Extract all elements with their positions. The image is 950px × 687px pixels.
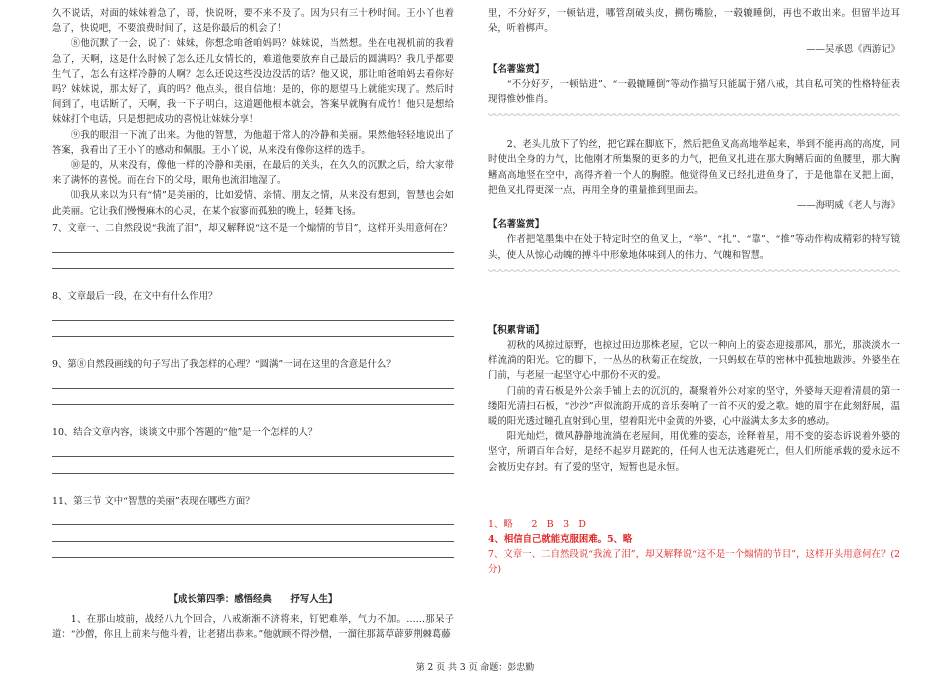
answer-key-1: 1、略 2 B 3 D — [488, 518, 586, 530]
paragraph-9: ⑨我的眼泪一下流了出来。为他的智慧，为他超于常人的冷静和美丽。果然他轻轻地说出了答案，我看出了王小丫的感动和佩服。王小丫说，从来没有像你这样的选手。 — [52, 129, 454, 156]
question-9: 9、第⑧自然段画线的句子写出了我怎样的心理？“圆满”一词在这里的含意是什么？ — [52, 359, 396, 371]
excerpt-old-man-sea: 2、老头儿放下了钓丝，把它踩在脚底下，然后把鱼叉高高地举起来，举到不能再高的高度，同时使出全身的力气，比他刚才所集聚的更多的力气，把鱼叉扎进在那大胸鳍后面的鱼腰里，那大胸鳍高高地竖在空中，高得齐着一个人的胸膛。他觉得鱼叉已经扎进鱼身了，于是他靠在叉把上面，把鱼叉扎得更深一点，再用全身的重量推到里面去。 — [488, 139, 900, 196]
source-old-man-sea: ——海明威《老人与海》 — [796, 200, 900, 212]
answer-line[interactable] — [52, 542, 454, 559]
answer-key-2: 4、相信自己就能克服困难。5、略 — [488, 534, 633, 546]
question-8: 8、文章最后一段，在文中有什么作用？ — [52, 291, 218, 303]
answer-line[interactable] — [52, 321, 454, 338]
answer-line[interactable] — [52, 509, 454, 526]
answer-line[interactable] — [52, 253, 454, 270]
appreciation-2: 作者把笔墨集中在处于特定时空的鱼叉上，“举”、“扎”、“靠”、“推”等动作构成精彩的特写镜头，使人从惊心动魄的搏斗中形象地体味到人的伟力、气魄和智慧。 — [488, 234, 900, 261]
recite-paragraph: 门前的青石板是外公亲手铺上去的沉沉的，凝聚着外公对家的坚守，外婆每天迎着清晨的第一缕阳光清扫石板，“沙沙”声似流韵开成的音乐奏响了一首不灭的爱之歌。她的眉宇在此刻舒展，温暖的阳光透过瞳孔直射到心里，望着阳光中金黄的外婆，心中溢满太多太多的感动。 — [488, 385, 900, 428]
excerpt-xiyouji-cont: 里，不分好歹，一顿钻进，哪管刮破头皮，搠伤嘴脸，一毂辘睡倒，再也不敢出来。但留半边耳朵，听着梆声。 — [488, 8, 900, 35]
answer-line[interactable] — [52, 441, 454, 458]
wavy-divider — [488, 269, 900, 275]
answer-line[interactable] — [52, 372, 454, 389]
appreciation-title: 【名著鉴赏】 — [488, 63, 545, 75]
right-column — [488, 6, 900, 578]
paragraph-10: ⑩是的，从来没有，像他一样的冷静和美丽，在最后的关头，在久久的沉默之后，给大家带来了满怀的喜悦。而在台下的父母，眼角也流泪地湿了。 — [52, 160, 454, 187]
question-10: 10、结合文章内容，谈谈文中那个答题的“他”是一个怎样的人？ — [52, 427, 318, 439]
source-xiyouji: ——吴承恩《西游记》 — [806, 44, 900, 56]
left-column — [52, 6, 454, 642]
paragraph-11: ⑾我从来以为只有“情”是美丽的，比如爱情、亲情、朋友之情，从来没有想到，智慧也会如此美丽。它让我们慢慢麻木的心灵，在某个寂寥而孤独的晚上，轻舞飞扬。 — [52, 190, 454, 217]
answer-line[interactable] — [52, 236, 454, 253]
question-7: 7、文章一、二自然段说“我流了泪”，却又解释说“这不是一个煽情的节目”，这样开头用意何在？ — [52, 222, 453, 234]
recite-paragraph: 阳光灿烂，微风静静地流淌在老屋间，用优雅的姿态，诠释着星，用不变的姿态诉说着外婆的坚守，所谓百年合好，是经不起岁月蹉跎的，任何人也无法逃避死亡，但人们所能承载的爱永远不会被历史存封。有了爱的坚守，短暂也是永恒。 — [488, 431, 900, 473]
appreciation-title-2: 【名著鉴赏】 — [488, 219, 545, 231]
section-title: 【成长第四季：感悟经典 抒写人生】 — [168, 594, 338, 606]
paragraph-8: ⑧他沉默了一会，说了：妹妹，你想念咱爸咱妈吗？妹妹说，当然想。坐在电视机前的我着急了，天啊，这是什么时候了怎么还儿女情长的，难道他要放弃自己最后的圆满吗？我几乎都要生气了，怎么有这样冷静的人啊？怎么还说这些没边没活的话？他又说，那让咱爸咱妈去看你好吗？妹妹说，那太好了，真的吗？他点头，很自信地：是的，你的愿望马上就能实现了。然后时间到了，电话断了，天啊，我一下子明白，这道题他根本就会，答案早就胸有成竹！他只是想给妹妹打个电话，只是想把成功的喜悦让妹妹分享！ — [52, 38, 454, 126]
wavy-divider — [488, 113, 900, 119]
question-11: 11、第三节 文中“智慧的美丽”表现在哪些方面？ — [52, 495, 255, 507]
excerpt-xiyouji: 1、在那山坡前，战经八九个回合，八戒渐渐不济将来，钉钯难举，气力不加。……那呆子道：“沙僧，你且上前来与他斗着，让老猪出恭来。”他就顾不得沙僧，一溜往那蒿草薜萝荆棘葛藤 — [52, 613, 454, 640]
page-footer: 第 2 页 共 3 页 命题：彭忠勤 — [415, 663, 535, 673]
answer-line[interactable] — [52, 525, 454, 542]
recite-title: 【积累背诵】 — [488, 324, 545, 336]
answer-line[interactable] — [52, 389, 454, 406]
answer-line[interactable] — [52, 304, 454, 321]
answer-line[interactable] — [52, 457, 454, 474]
answer-key-3: 7、文章一、二自然段说“我流了泪”，却又解释说“这不是一个煽情的节目”，这样开头用意何在？(2分) — [488, 549, 900, 576]
paragraph-7: 久不说话，对面的妹妹着急了，哥，快说呀，要不来不及了。因为只有三十秒时间。王小丫也着急了，快说吧，不要浪费时间了，这是你最后的机会了！ — [52, 8, 454, 35]
recite-paragraph: 初秋的风掠过原野，也掠过田边那株老屋，它以一种向上的姿态迎接那风，那光，那淡淡水一样流淌的阳光。它的脚下，一丛丛的秋菊正在绽放，一只蚂蚁在草的密林中孤独地跋涉。外婆坐在门前，与老屋一起坚守心中那份不灭的爱。 — [488, 340, 900, 382]
appreciation-1: “不分好歹，一顿钻进”、“一毂辘睡倒”等动作描写只能属于猪八戒，其自私可笑的性格特征表现得惟妙惟肖。 — [488, 78, 900, 106]
